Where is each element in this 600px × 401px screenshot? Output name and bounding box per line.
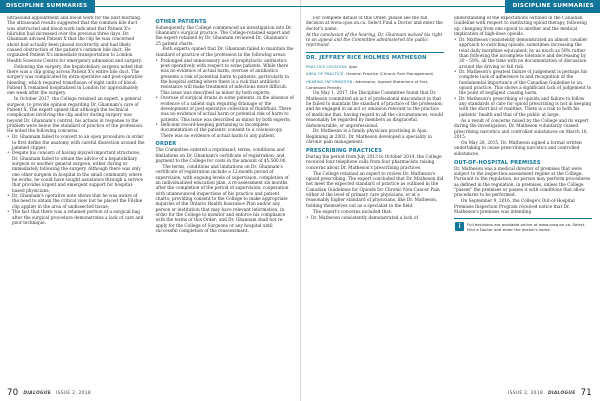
physician-name: DR. JEFFREY RICE HOLMES MATHESON	[306, 52, 444, 61]
left-column-1	[7, 16, 151, 384]
paragraph: ultrasound appointment and blood work for the next morning. The ultrasound results suggested that the common bile duct was obstructed and blood work indicated that Patient X's bilirubin had increased over the previous three days. Dr. Ghannam advised Patient X that the clip he was concerned about had actually been placed incorrectly and had likely caused obstruction of the patient's common bile duct. He organized Patient X's immediate transportation to London Health Sciences Centre for emergency admission and surgery.	[7, 16, 142, 64]
practice-location	[306, 64, 444, 70]
paragraph: For complete details of this Order, please see the full decision at www.cpso.on.ca. Select Find a Doctor and enter the doctor's name.	[306, 16, 443, 32]
right-page-columns	[306, 16, 592, 384]
list-item: • Dr. Matheson's prescribing of opioids and failure to follow any standards of care for opioid prescribing is not in keeping with the short list of realities. There is a risk to both his patients' health and that of the public at large.	[454, 97, 592, 118]
full-decision-notice	[454, 218, 592, 235]
header-rule	[300, 6, 505, 7]
meta-label: PRACTICE LOCATION:	[306, 64, 348, 69]
list-item: • Dr. Ghannam's operative note shows that he was aware of the need to obtain the critical view but he placed the Filshie clip applier in the area of undissected tissue;	[7, 194, 146, 210]
publication-name: DIALOGUE	[547, 390, 576, 396]
page-footer	[508, 388, 592, 398]
list-item: • Prolonged and unnecessary use of prophylactic antibiotics post-operatively with respect to some patients. While there was no evidence of actual harm, overuse of antibiotics presents a risk of potential harm to patients, particularly in the hospital setting where there is a risk that antibiotic resistance will make treatment of infections more difficult. This issue was described as minor by both experts;	[156, 59, 295, 96]
meta-value: Admission, Agreed Statement of Fact, Contested Penalty	[306, 78, 429, 90]
list-item: • Dr. Matheson's greatest failure of judgement is perhaps his complete lack of adherence to and recognition of the fundamental importance of the Canadian Guideline to an opioid practice. This shows a significant lack of judgement to the point of negligent causing harm.	[454, 70, 592, 97]
left-column-2	[151, 16, 295, 384]
hearing-note: At the conclusion of the hearing, Dr. Ghannam waived his right to an appeal and the Committee administered the public reprimand.	[306, 32, 443, 49]
standard-areas-list	[156, 59, 295, 139]
left-page-columns	[7, 16, 294, 384]
paragraph: understanding of the expectations outlined in the Canadian Guideline with respect to instituting opioid therapy, following up, changing from one opioid to another and the medical implication of high-dose opioids.	[454, 16, 587, 38]
list-item: • Dr. Ghannam failed to convert to an open procedure in order to first define the anatomy with careful dissection around the jammed clipper;	[7, 135, 146, 151]
paragraph: Dr. Matheson is a family physician practising in Ajax. Beginning in 2002, Dr. Matheson developed a speciality in chronic pain management.	[306, 129, 432, 146]
paragraph: The College retained an expert to review Dr. Matheson's opioid prescribing. The expert concluded that Dr. Matheson did not meet the expected standard of practice as outlined in the Canadian Guidelines for Opioids for Chronic Non-Cancer Pain either at the level of primary care physicians, or at a reasonably higher standard of physicians, like Dr. Matheson, holding themselves out as a specialist in the field.	[306, 171, 444, 209]
info-icon: i	[455, 222, 464, 231]
paragraph: On September 9, 2016, the College's Out-of-Hospital Premises Inspection Program received notice that Dr. Matheson's premises was intending	[454, 199, 575, 215]
issue-label: ISSUE 2, 2018	[56, 390, 91, 396]
notice-text: Full decisions are available online at www.cpso.on.ca. Select Find a Doctor and enter the doctor's name.	[467, 222, 585, 233]
right-column-2	[449, 16, 592, 384]
page-number: 70	[7, 388, 19, 398]
hearing-information	[306, 79, 444, 90]
paragraph: Following the surgery, the hepatobiliary surgeon noted that there was a clip going across Patient X's entire bile duct. The surgery was complicated by intra-operative and post-operative bleeding, which required transfusion of eight units of blood. Patient X remained hospitalized in London for approximately one week after the surgery.	[7, 64, 143, 97]
issue-label: ISSUE 2, 2018	[508, 390, 543, 396]
list-item: • Dr. Matheson consistently demonstrated an almost cavalier approach to switching opioids, sometimes increasing the total daily morphine equivalent, by as much as 50% rather than following the incomplete tolerance and decreasing by 30 – 50%, all the time with no documentation of discussion around the driving or fall risk.	[454, 38, 592, 70]
area-of-practice	[306, 71, 444, 77]
section-header: DISCIPLINE SUMMARIES	[505, 0, 600, 13]
section-heading: OUT-OF-HOSPITAL PREMISES	[454, 159, 541, 166]
paragraph: The Committee ordered a reprimand; terms, conditions and limitations on Dr. Ghannam's certificate of registration; and payment to the College for costs in the amount of $5,500.00.	[155, 148, 287, 165]
expert-concerns-list	[306, 216, 444, 221]
page-footer	[7, 388, 91, 398]
section-heading: PRESCRIBING PRACTICES	[306, 147, 383, 154]
meta-value: General Practice (Chronic Pain Management)	[346, 71, 434, 77]
meta-label: AREA OF PRACTICE:	[306, 72, 345, 77]
list-item: • Deficient record-keeping pertaining to incomplete documentation of the patients' consent to a colonoscopy. There was no evidence of actual harm to any patient.	[156, 123, 295, 139]
list-item: • Overuse of surgical drains in some patients, in the absence of evidence of a salient sign requiring drainage or the development of post-operative collection of fluid/fluid. There was no evidence of actual harm or potential risk of harm to patients. This issue was described as minor by both experts;	[156, 96, 295, 123]
section-heading: ORDER	[155, 141, 177, 148]
paragraph: In October 2017, the College retained an expert, a general surgeon, to provide opinion regarding Dr. Ghannam's care of Patient X. The expert opined that although the technical complication involving the clip and/or during surgery was beyond Dr. Ghannam's control, his actions in response to the problem were below the standard of practice of the profession. He noted the following concerns:	[7, 97, 144, 135]
right-page	[300, 0, 600, 401]
paragraph: Dr. Matheson was a medical director of premises that were subject to the inspection-assessment regime at the College. Pursuant to the regulation, no person may perform procedures as defined in the regulation, in premises, unless the College "passes" the premises or passes it with conditions that allow procedures to be performed.	[454, 166, 591, 199]
paragraph: The terms, conditions and limitations on Dr. Ghannam's certificate of registration include a 12-month period of supervision, with ongoing levels of supervision, completion of an individualized education plan, a re-assessment six months after the completion of the period of supervision, cooperation with unannounced inspections of his practice and patient charts; providing consent to the College to make appropriate inquiries of the Ontario Health Insurance Plan and/or any person or institution that may have relevant information, in order for the College to monitor and enforce his compliance with the terms of this Order; and Dr. Ghannam shall not re-apply for the College of Surgeons or any hospital until successful completion of the reassessment.	[155, 165, 289, 235]
list-item: • The fact that there was a retained portion of a surgical bag after the surgical procedure demonstrates a lack of care and poor technique.	[7, 210, 146, 226]
header-rule	[95, 6, 300, 7]
meta-value: Ajax	[348, 63, 358, 69]
paragraph: On May 1, 2017, the Discipline Committee found that Dr. Matheson committed an act of professional misconduct in that he failed to maintain the standard of practice of the profession; and he engaged in an act or omission relevant to the practice of medicine that, having regard to all the circumstances, would reasonably be regarded by members as disgraceful, dishonourable, or unprofessional.	[306, 91, 443, 129]
paragraph: Subsequently, the College commenced an investigation into Dr. Ghannam's surgical practice. The College-retained expert and the expert retained by Dr. Ghannam reviewed Dr. Ghannam's 25 patient charts.	[155, 25, 292, 47]
list-item: • Despite his concern of having injured important structures, Dr. Ghannam failed to obtain the advice of a hepatobiliary surgeon or another general surgeon, either during or immediately following the surgery. Although there was only one other surgeon in hospital in the small community where he works, he could have sought assistance through a service that provides urgent and emergent support for hospital-based physicians;	[7, 151, 146, 194]
paragraph: On May 28, 2015, Dr. Matheson signed a formal written undertaking to cease prescribing narcotics and controlled substances.	[454, 141, 582, 157]
publication-name: DIALOGUE	[23, 390, 52, 396]
paragraph: During the period from July 2013 to October 2014, the College received four telephone calls from four pharmacists raising concerns about Dr. Matheson's prescribing practices.	[306, 154, 442, 171]
section-heading: OTHER PATIENTS	[155, 18, 207, 25]
list-item: • Dr. Matheson consistently demonstrated a lack of	[306, 216, 444, 221]
concerns-list	[7, 135, 146, 226]
meta-label: HEARING INFORMATION:	[306, 79, 355, 84]
paragraph: As a result of concerns raised by the College and its expert during the investigation, Dr. Matheson voluntarily ceased prescribing narcotics and controlled substances on March 16, 2015.	[454, 119, 589, 141]
page-number: 71	[580, 388, 592, 398]
section-header: DISCIPLINE SUMMARIES	[0, 0, 95, 13]
paragraph: Both experts opined that Dr. Ghannam failed to maintain the standard of practice of the profession in the following areas:	[155, 47, 294, 58]
paragraph: The expert's concerns included that:	[313, 209, 392, 215]
expert-concerns-list-continued	[454, 38, 592, 118]
right-column-1	[306, 16, 449, 384]
